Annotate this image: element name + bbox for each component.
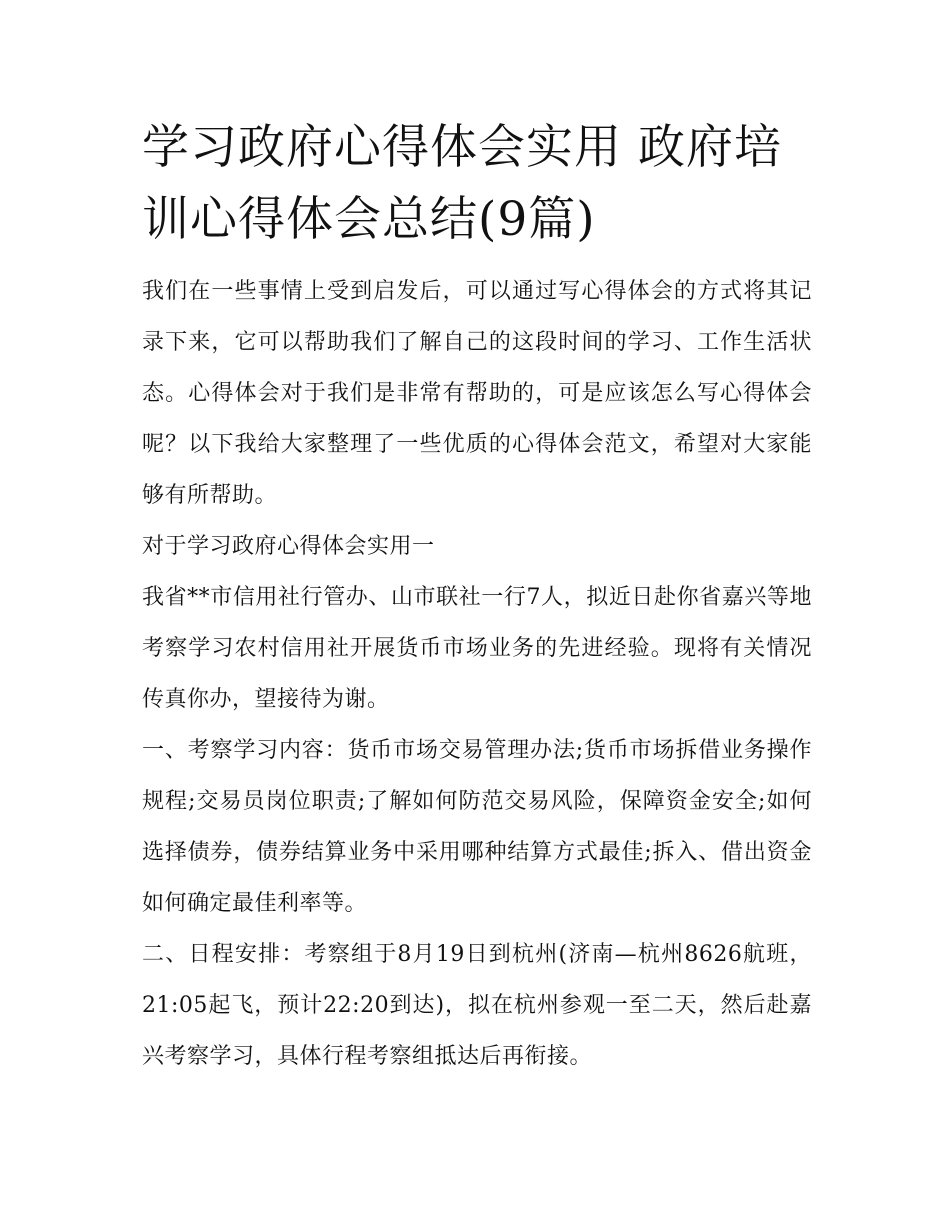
body-paragraph: 一、考察学习内容：货币市场交易管理办法;货币市场拆借业务操作规程;交易员岗位职责;了解如何防范交易风险，保障资金安全;如何选择债券，债券结算业务中采用哪种结算方式最佳;拆入、借出资金如何确定最佳利率等。 — [142, 738, 812, 916]
intro-paragraph: 我们在一些事情上受到启发后，可以通过写心得体会的方式将其记录下来，它可以帮助我们了解自己的这段时间的学习、工作生活状态。心得体会对于我们是非常有帮助的，可是应该怎么写心得体会呢？以下我给大家整理了一些优质的心得体会范文，希望对大家能够有所帮助。 — [142, 279, 812, 508]
body-paragraph: 我省**市信用社行管办、山市联社一行7人，拟近日赴你省嘉兴等地考察学习农村信用社开展货币市场业务的先进经验。现将有关情况传真你办，望接待为谢。 — [142, 585, 812, 712]
document-page — [142, 112, 812, 1082]
body-paragraph: 二、日程安排：考察组于8月19日到杭州(济南—杭州8626航班，21:05起飞，预计22:20到达)，拟在杭州参观一至二天，然后赴嘉兴考察学习，具体行程考察组抵达后再衔接。 — [142, 942, 812, 1069]
section-heading: 对于学习政府心得体会实用一 — [142, 534, 435, 559]
document-title: 学习政府心得体会实用 政府培训心得体会总结(9篇) — [142, 120, 782, 247]
